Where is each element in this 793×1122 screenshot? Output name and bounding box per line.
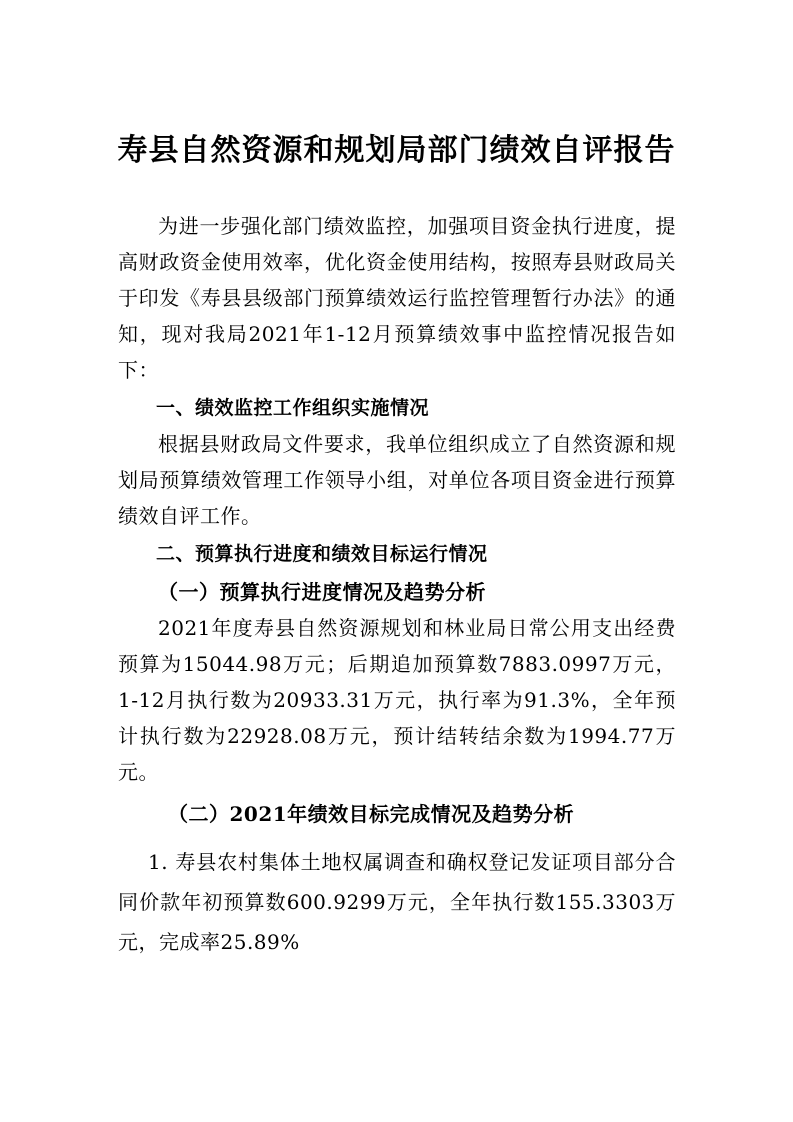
intro-paragraph: 为进一步强化部门绩效监控，加强项目资金执行进度，提高财政资金使用效率，优化资金使用结构，按照寿县财政局关于印发《寿县县级部门预算绩效运行监控管理暂行办法》的通知，现对我局2021年1-12月预算绩效事中监控情况报告如下： [118,214,676,382]
subsection2-heading: （二）2021年绩效目标完成情况及趋势分析 [168,802,575,826]
subsection1-heading: （一）预算执行进度情况及趋势分析 [158,580,486,604]
subsection1-paragraph: 2021年度寿县自然资源规划和林业局日常公用支出经费预算为15044.98万元；后期追加预算数7883.0997万元，1-12月执行数为20933.31万元，执行率为91.3%，全年预计执行数为22928.08万元，预计结转结余数为1994.77万元。 [118,616,676,784]
document-body [118,208,676,962]
item1-paragraph: 1. 寿县农村集体土地权属调查和确权登记发证项目部分合同价款年初预算数600.9299万元，全年执行数155.3303万元，完成率25.89% [118,850,676,954]
document-title: 寿县自然资源和规划局部门绩效自评报告 [117,133,676,168]
section2-heading: 二、预算执行进度和绩效目标运行情况 [156,543,488,565]
section1-heading: 一、绩效监控工作组织实施情况 [156,397,430,419]
section1-paragraph: 根据县财政局文件要求，我单位组织成立了自然资源和规划局预算绩效管理工作领导小组，对单位各项目资金进行预算绩效自评工作。 [118,432,676,528]
